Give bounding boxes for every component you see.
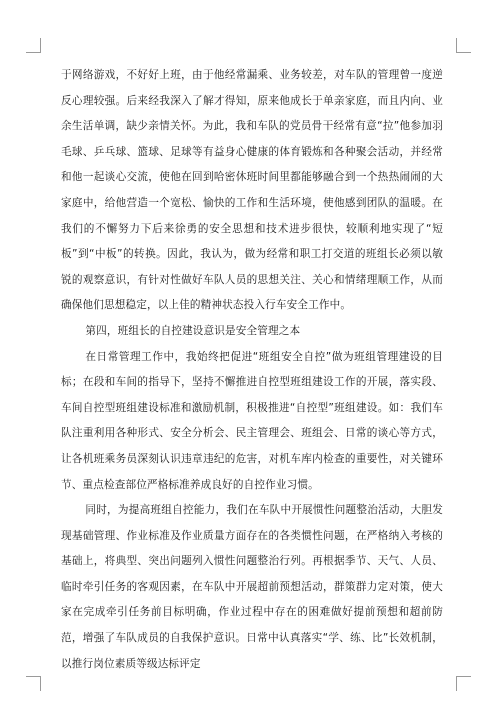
crop-mark-bottom-right: [456, 676, 471, 691]
paragraph-continuation: 于网络游戏，不好好上班，由于他经常漏乘、业务较差，对车队的管理曾一度逆反心理较强。后来经我深入了解才得知，原来他成长于单亲家庭，而且内向、业余生活单调，缺少亲情关怀。为此，我和车队的党员骨干经常有意“拉”他参加羽毛球、乒乓球、篮球、足球等有益身心健康的体育锻炼和各种聚会活动，并经常和他一起谈心交流，使他在回到哈密休班时间里都能够融合到一个热热闹闹的大家庭中，给他营造一个宽松、愉快的工作和生活环境，使他感到团队的温暖。在我们的不懈努力下后来徐勇的安全思想和技术进步很快，较顺利地实现了“短板”到“中板”的转换。因此，我认为，做为经常和职工打交道的班组长必须以敏锐的观察意识，有针对性做好车队人员的思想关注、关心和情绪理顺工作，从而确保他们思想稳定，以上佳的精神状态投入行车安全工作中。: [61, 69, 443, 312]
document-body: [61, 63, 443, 677]
paragraph-self-control-ability: 同时，为提高班组自控能力，我们在车队中开展惯性问题整治活动，大胆发现基础管理、作业标准及作业质量方面存在的各类惯性问题，在严格纳入考核的基础上，将典型、突出问题列入惯性问题整治行列。再根据季节、天气、人员、临时牵引任务的客观因素，在车队中开展超前预想活动，群策群力定对策，使大家在完成牵引任务前目标明确，作业过程中存在的困难做好提前预想和超前防范，增强了车队成员的自我保护意识。日常中认真落实“学、练、比”长效机制，以推行岗位素质等级达标评定: [61, 504, 443, 670]
section-heading-fourth: 第四，班组长的自控建设意识是安全管理之本: [85, 324, 301, 337]
crop-mark-bottom-left: [26, 676, 41, 691]
crop-mark-top-left: [26, 38, 41, 53]
crop-mark-top-right: [456, 38, 471, 53]
paragraph-self-control-building: 在日常管理工作中，我始终把促进“班组安全自控”做为班组管理建设的目标；在段和车间的指导下，坚持不懈推进自控型班组建设工作的开展，落实段、车间自控型班组建设标准和激励机制，积极推进“自控型”班组建设。如：我们车队注重利用各种形式、安全分析会、民主管理会、班组会、日常的谈心等方式，让各机班乘务员深刻认识违章违纪的危害，对机车库内检查的重要性，对关键环节、重点检查部位严格标准养成良好的自控作业习惯。: [61, 350, 443, 491]
